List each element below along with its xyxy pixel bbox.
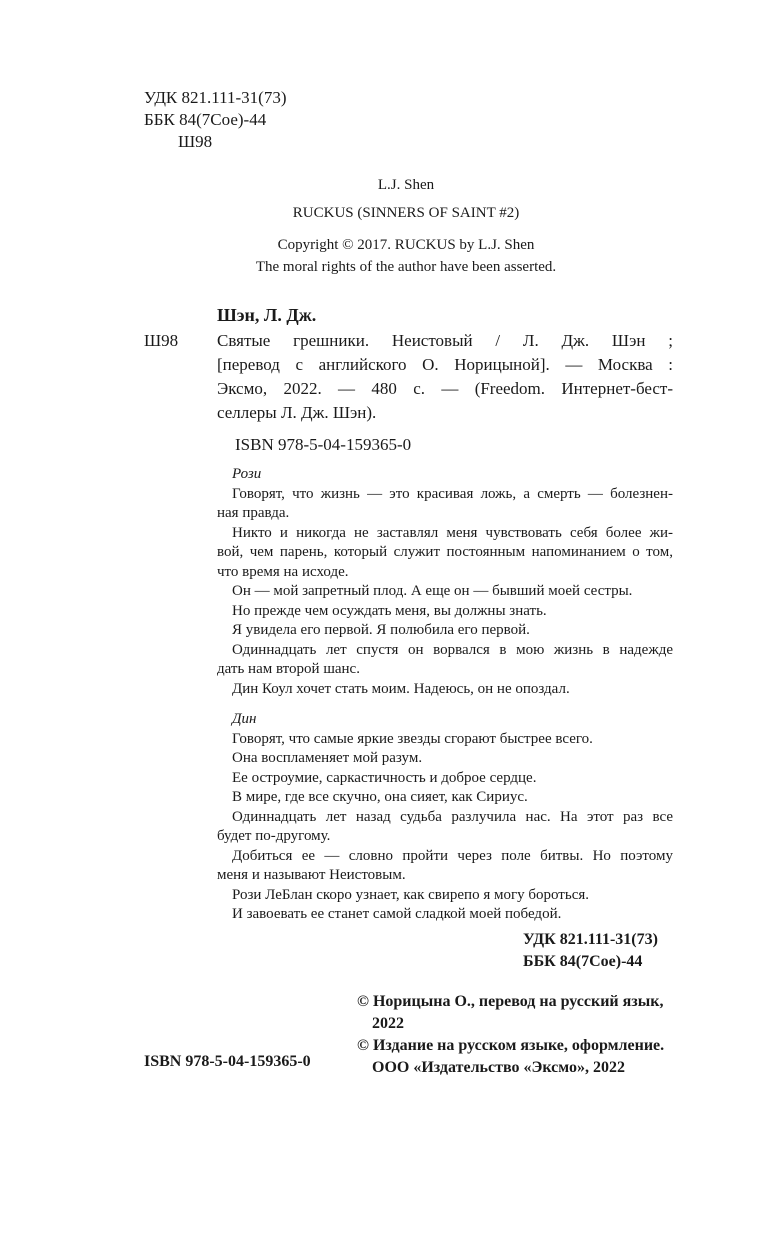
- catalog-line: Святые грешники. Неистовый / Л. Дж. Шэн ;: [217, 331, 673, 350]
- original-rights: The moral rights of the author have been asserted.: [255, 259, 557, 275]
- annotation-line: Она воспламеняет мой разум.: [232, 750, 423, 766]
- footer-bbk: ББК 84(7Сое)-44: [523, 953, 643, 970]
- annotation-rozi: [217, 465, 673, 699]
- annotation-heading: Дин: [232, 711, 257, 727]
- header-udk: УДК 821.111-31(73): [144, 88, 287, 107]
- annotation-line: ная правда.: [217, 505, 290, 521]
- annotation-line: Рози ЛеБлан скоро узнает, как свирепо я могу бороться.: [232, 886, 590, 903]
- annotation-line: Дин Коул хочет стать моим. Надеюсь, он не опоздал.: [232, 680, 570, 697]
- annotation-line: Ее остроумие, саркастичность и доброе сердце.: [232, 769, 537, 786]
- copyright-translation-year: 2022: [372, 1015, 404, 1032]
- annotation-line: Одиннадцать лет назад судьба разлучила нас. На этот раз все: [232, 808, 673, 825]
- catalog-author-heading: Шэн, Л. Дж.: [217, 305, 317, 325]
- annotation-line: будет по-другому.: [217, 828, 331, 844]
- annotation-line: вой, чем парень, который служит постоянным напоминанием о том,: [217, 544, 673, 560]
- catalog-code: Ш98: [144, 331, 179, 350]
- annotation-line: Он — мой запретный плод. А еще он — бывший моей сестры.: [232, 583, 633, 599]
- copyright-translation: © Норицына О., перевод на русский язык,: [357, 993, 664, 1010]
- annotation-line: Но прежде чем осуждать меня, вы должны знать.: [232, 602, 547, 619]
- annotation-line: Никто и никогда не заставлял меня чувствовать себя более жи-: [232, 524, 673, 541]
- annotation-line: Говорят, что самые яркие звезды сгорают быстрее всего.: [232, 730, 593, 747]
- annotation-line: Говорят, что жизнь — это красивая ложь, а смерть — болезнен-: [232, 485, 673, 502]
- catalog-isbn: ISBN 978-5-04-159365-0: [235, 435, 412, 454]
- catalog-line: [перевод с английского О. Норицыной]. — Москва :: [217, 355, 673, 374]
- header-code: Ш98: [178, 132, 213, 151]
- copyright-edition-publisher: ООО «Издательство «Эксмо», 2022: [372, 1059, 625, 1076]
- annotation-line: меня и называют Неистовым.: [217, 867, 406, 883]
- annotation-line: Я увидела его первой. Я полюбила его первой.: [232, 622, 530, 638]
- copyright-edition: © Издание на русском языке, оформление.: [357, 1037, 665, 1054]
- annotation-din: [217, 710, 673, 925]
- annotation-line: И завоевать ее станет самой сладкой моей победой.: [232, 906, 562, 922]
- catalog-line: селлеры Л. Дж. Шэн).: [217, 403, 377, 422]
- original-title: RUCKUS (SINNERS OF SAINT #2): [292, 205, 520, 221]
- catalog-line: Эксмо, 2022. — 480 с. — (Freedom. Интернет-бест-: [217, 379, 673, 398]
- original-author: L.J. Shen: [377, 177, 435, 193]
- footer-udk: УДК 821.111-31(73): [523, 931, 658, 948]
- annotation-line: В мире, где все скучно, она сияет, как Сириус.: [232, 789, 528, 805]
- annotation-line: дать нам второй шанс.: [217, 661, 360, 677]
- annotation-line: Одиннадцать лет спустя он ворвался в мою жизнь в надежде: [232, 641, 673, 658]
- original-copyright: Copyright © 2017. RUCKUS by L.J. Shen: [277, 237, 535, 253]
- annotation-heading: Рози: [232, 466, 262, 482]
- annotation-line: Добиться ее — словно пройти через поле битвы. Но поэтому: [232, 847, 673, 864]
- footer-isbn: ISBN 978-5-04-159365-0: [144, 1053, 311, 1070]
- header-bbk: ББК 84(7Сое)-44: [144, 110, 267, 129]
- annotation-line: что время на исходе.: [217, 563, 349, 580]
